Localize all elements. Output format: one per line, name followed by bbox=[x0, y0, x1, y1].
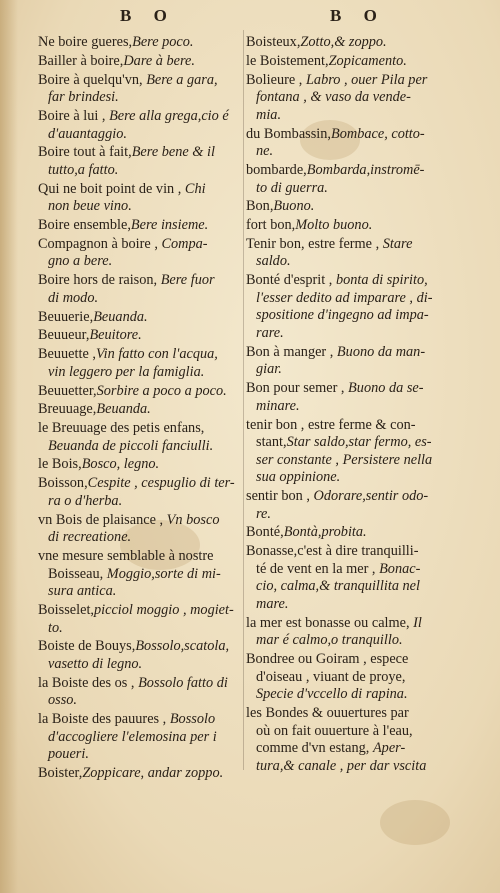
running-head-right: B O bbox=[330, 6, 386, 25]
italian-gloss: bonta di spirito, bbox=[332, 272, 428, 289]
entry-headline bbox=[246, 236, 456, 254]
italian-gloss: fontana , & vaso da vende- bbox=[256, 89, 411, 106]
french-term: Bon à manger , bbox=[246, 343, 334, 360]
entry-continuation bbox=[38, 566, 243, 584]
entry-continuation bbox=[38, 253, 243, 271]
dictionary-entry bbox=[38, 420, 243, 455]
italian-gloss: Bere insieme. bbox=[130, 217, 209, 234]
entry-headline bbox=[246, 543, 456, 561]
italian-gloss: di recreatione. bbox=[48, 529, 132, 546]
italian-gloss: Molto buono. bbox=[295, 217, 373, 234]
entry-headline bbox=[38, 675, 243, 693]
french-term: Bonté, bbox=[246, 524, 284, 541]
italian-gloss: re. bbox=[256, 505, 271, 522]
italian-gloss: Zoppicare, andar zoppo. bbox=[82, 765, 224, 782]
italian-gloss: l'esser dedito ad imparare , di- bbox=[256, 289, 433, 306]
italian-gloss: Labro , ouer Pila per bbox=[302, 71, 428, 88]
entry-headline bbox=[38, 217, 243, 235]
italian-gloss: Sorbire a poco a poco. bbox=[96, 382, 227, 399]
italian-gloss: vin leggero per la famiglia. bbox=[48, 363, 205, 380]
italian-gloss: Vin fatto con l'acqua, bbox=[95, 346, 218, 363]
entry-headline bbox=[38, 512, 243, 530]
french-term: stant, bbox=[256, 434, 287, 451]
entry-continuation bbox=[38, 126, 243, 144]
entry-continuation bbox=[38, 162, 243, 180]
italian-gloss: Zotto,& zoppo. bbox=[300, 34, 387, 50]
entry-continuation bbox=[246, 469, 456, 487]
french-term: Boiste de Bouys, bbox=[38, 638, 136, 655]
dictionary-entry bbox=[246, 53, 456, 71]
column-divider bbox=[243, 30, 244, 770]
french-term: Boisson, bbox=[38, 475, 88, 492]
french-term: Beuuetter, bbox=[38, 382, 97, 399]
entry-continuation bbox=[246, 723, 456, 741]
french-term: les Bondes & ouuertures par bbox=[246, 705, 409, 722]
french-term: vne mesure semblable à nostre bbox=[38, 548, 214, 564]
french-term: la mer est bonasse ou calme, bbox=[246, 614, 414, 631]
french-term: Bon, bbox=[246, 198, 274, 215]
dictionary-entry bbox=[38, 236, 243, 271]
italian-gloss: cio, calma,& tranquillita nel bbox=[256, 578, 421, 595]
french-term: du Bombassin, bbox=[246, 125, 331, 142]
dictionary-entry bbox=[246, 198, 456, 216]
dictionary-entry bbox=[38, 72, 243, 107]
entry-headline bbox=[38, 72, 243, 90]
entry-headline bbox=[246, 272, 456, 290]
entry-headline bbox=[246, 72, 456, 90]
french-term: Boister, bbox=[38, 765, 83, 782]
french-term: le Boistement, bbox=[246, 52, 329, 69]
french-term: Beuuette , bbox=[38, 346, 96, 363]
entry-continuation bbox=[246, 740, 456, 758]
french-term: Bolieure , bbox=[246, 71, 303, 88]
italian-gloss: minare. bbox=[256, 397, 300, 414]
french-term: Bondree ou Goiram , espece bbox=[246, 651, 409, 668]
italian-gloss: Compa- bbox=[157, 235, 208, 252]
italian-gloss: mia. bbox=[256, 106, 282, 123]
french-term: Beuuerie, bbox=[38, 308, 94, 325]
paper-stain bbox=[380, 800, 450, 845]
dictionary-entry bbox=[38, 181, 243, 216]
italian-gloss: ra o d'herba. bbox=[48, 492, 123, 509]
dictionary-entry bbox=[38, 309, 243, 327]
italian-gloss: Beuanda. bbox=[93, 308, 148, 325]
french-term: Boisselet, bbox=[38, 601, 94, 618]
french-term: Tenir bon, estre ferme , bbox=[246, 235, 380, 252]
entry-continuation bbox=[246, 758, 456, 776]
dictionary-entry bbox=[38, 53, 243, 71]
italian-gloss: tutto,a fatto. bbox=[48, 161, 119, 178]
dictionary-entry bbox=[38, 711, 243, 764]
italian-gloss: Dare à bere. bbox=[123, 52, 195, 69]
entry-continuation bbox=[38, 729, 243, 747]
entry-headline bbox=[38, 383, 243, 401]
entry-headline bbox=[38, 181, 243, 199]
french-term: d'oiseau , viuant de proye, bbox=[256, 668, 406, 685]
italian-gloss: mare. bbox=[256, 596, 289, 613]
french-term: le Breuuage des petis enfans, bbox=[38, 420, 205, 437]
italian-gloss: mar é calmo,o tranquillo. bbox=[256, 632, 403, 649]
dictionary-entry bbox=[246, 417, 456, 487]
entry-headline bbox=[38, 327, 243, 345]
entry-continuation bbox=[246, 596, 456, 614]
entry-headline bbox=[38, 108, 243, 126]
dictionary-entry bbox=[38, 346, 243, 381]
italian-gloss: Bosco, legno. bbox=[81, 456, 160, 473]
entry-headline bbox=[38, 272, 243, 290]
entry-headline bbox=[246, 380, 456, 398]
entry-headline bbox=[38, 420, 243, 438]
italian-gloss: giar. bbox=[256, 361, 282, 378]
dictionary-entry bbox=[38, 34, 243, 52]
dictionary-entry bbox=[246, 217, 456, 235]
entry-headline bbox=[38, 548, 243, 566]
french-term: Bon pour semer , bbox=[246, 380, 345, 397]
italian-gloss: spositione d'ingegno ad impa- bbox=[256, 307, 429, 324]
entry-headline bbox=[246, 53, 456, 71]
entry-headline bbox=[246, 217, 456, 235]
italian-gloss: ser constante , Persistere nella bbox=[256, 451, 433, 468]
dictionary-entry bbox=[38, 327, 243, 345]
italian-gloss: to di guerra. bbox=[256, 179, 328, 196]
french-term: Ne boire gueres, bbox=[38, 34, 133, 50]
italian-gloss: Vn bosco bbox=[163, 511, 220, 528]
italian-gloss: Moggio,sorte di mi- bbox=[106, 565, 221, 582]
dictionary-entry bbox=[38, 512, 243, 547]
entry-continuation bbox=[246, 143, 456, 161]
entry-continuation bbox=[38, 290, 243, 308]
italian-gloss: Bossolo,scatola, bbox=[135, 638, 230, 655]
italian-gloss: rare. bbox=[256, 325, 284, 341]
entry-continuation bbox=[38, 438, 243, 456]
italian-gloss: di modo. bbox=[48, 289, 99, 306]
dictionary-entry bbox=[38, 272, 243, 307]
dictionary-entry bbox=[246, 72, 456, 125]
entry-continuation bbox=[246, 561, 456, 579]
entry-continuation bbox=[246, 253, 456, 271]
french-term: Bonté d'esprit , bbox=[246, 272, 333, 289]
dictionary-entry bbox=[38, 638, 243, 673]
entry-headline bbox=[246, 524, 456, 542]
italian-gloss: Bossolo bbox=[166, 711, 216, 728]
entry-continuation bbox=[246, 578, 456, 596]
entry-continuation bbox=[38, 529, 243, 547]
entry-continuation bbox=[246, 434, 456, 452]
french-term: où on fait ouuerture à l'eau, bbox=[256, 722, 413, 739]
entry-headline bbox=[38, 309, 243, 327]
french-term: Compagnon à boire , bbox=[38, 235, 158, 252]
italian-gloss: picciol moggio , mogiet- bbox=[94, 601, 234, 618]
dictionary-entry bbox=[246, 705, 456, 775]
entry-continuation bbox=[246, 361, 456, 379]
french-term: comme d'vn estang, bbox=[256, 740, 373, 757]
right-column bbox=[246, 34, 456, 777]
dictionary-entry bbox=[38, 217, 243, 235]
dictionary-entry bbox=[38, 383, 243, 401]
french-term: Beuueur, bbox=[38, 327, 90, 344]
french-term: té de vent en la mer , bbox=[256, 560, 380, 577]
french-term: Boisseau, bbox=[48, 565, 107, 582]
italian-gloss: Stare bbox=[379, 235, 413, 252]
french-term: Boire ensemble, bbox=[38, 217, 131, 234]
italian-gloss: sua oppinione. bbox=[256, 469, 341, 486]
italian-gloss: Bossolo fatto di bbox=[134, 674, 228, 691]
italian-gloss: Beuitore. bbox=[89, 327, 142, 344]
italian-gloss: Cespite , cespuglio di ter- bbox=[87, 475, 235, 492]
italian-gloss: Bere bene & il bbox=[131, 144, 215, 161]
italian-gloss: Aper- bbox=[372, 740, 406, 757]
italian-gloss: osso. bbox=[48, 692, 77, 709]
french-term: Bonasse,c'est à dire tranquilli- bbox=[246, 543, 419, 560]
italian-gloss: non beue vino. bbox=[48, 198, 132, 215]
dictionary-entry bbox=[246, 488, 456, 523]
italian-gloss: d'auantaggio. bbox=[48, 125, 127, 142]
entry-headline bbox=[246, 488, 456, 506]
dictionary-entry bbox=[246, 34, 456, 52]
dictionary-entry bbox=[38, 548, 243, 601]
italian-gloss: Buono da se- bbox=[344, 380, 424, 397]
italian-gloss: Buono. bbox=[273, 198, 315, 215]
entry-headline bbox=[246, 34, 456, 52]
dictionary-entry bbox=[38, 456, 243, 474]
entry-continuation bbox=[38, 692, 243, 710]
dictionary-entry bbox=[38, 675, 243, 710]
dictionary-entry bbox=[246, 162, 456, 197]
entry-headline bbox=[38, 346, 243, 364]
italian-gloss: Bonac- bbox=[379, 560, 421, 577]
entry-continuation bbox=[38, 364, 243, 382]
french-term: la Boiste des os , bbox=[38, 674, 135, 691]
italian-gloss: Bombarda,instromē- bbox=[306, 161, 425, 178]
dictionary-entry bbox=[246, 380, 456, 415]
french-term: Boisteux, bbox=[246, 34, 301, 50]
entry-continuation bbox=[246, 89, 456, 107]
entry-headline bbox=[38, 456, 243, 474]
italian-gloss: ne. bbox=[256, 143, 274, 160]
entry-continuation bbox=[38, 89, 243, 107]
italian-gloss: Bontà,probita. bbox=[283, 524, 367, 541]
french-term: Breuuage, bbox=[38, 401, 97, 418]
italian-gloss: Il bbox=[413, 614, 422, 631]
italian-gloss: Odorare,sentir odo- bbox=[309, 488, 429, 505]
entry-headline bbox=[246, 198, 456, 216]
french-term: Boire tout à fait, bbox=[38, 144, 132, 161]
italian-gloss: sura antica. bbox=[48, 583, 117, 600]
french-term: tenir bon , estre ferme & con- bbox=[246, 416, 416, 433]
dictionary-entry bbox=[38, 401, 243, 419]
entry-continuation bbox=[246, 107, 456, 125]
dictionary-entry bbox=[38, 602, 243, 637]
entry-headline bbox=[246, 705, 456, 723]
dictionary-entry bbox=[38, 108, 243, 143]
entry-headline bbox=[38, 475, 243, 493]
entry-continuation bbox=[246, 290, 456, 308]
entry-headline bbox=[38, 602, 243, 620]
italian-gloss: Bombace, cotto- bbox=[331, 125, 425, 142]
entry-headline bbox=[38, 144, 243, 162]
dictionary-entry bbox=[246, 651, 456, 704]
italian-gloss: Bere fuor bbox=[157, 272, 215, 289]
entry-continuation bbox=[38, 656, 243, 674]
entry-headline bbox=[246, 344, 456, 362]
entry-headline bbox=[38, 711, 243, 729]
italian-gloss: saldo. bbox=[256, 253, 291, 270]
french-term: Boire hors de raison, bbox=[38, 272, 158, 289]
entry-headline bbox=[246, 162, 456, 180]
french-term: Qui ne boit point de vin , bbox=[38, 180, 182, 197]
entry-headline bbox=[246, 417, 456, 435]
dictionary-entry bbox=[246, 272, 456, 342]
entry-headline bbox=[246, 651, 456, 669]
entry-headline bbox=[38, 638, 243, 656]
italian-gloss: Zopicamento. bbox=[328, 52, 407, 69]
entry-headline bbox=[246, 126, 456, 144]
entry-continuation bbox=[246, 180, 456, 198]
italian-gloss: Beuanda. bbox=[96, 401, 151, 418]
entry-headline bbox=[38, 765, 243, 783]
entry-headline bbox=[38, 401, 243, 419]
dictionary-entry bbox=[246, 344, 456, 379]
entry-continuation bbox=[38, 583, 243, 601]
entry-headline bbox=[38, 236, 243, 254]
italian-gloss: poueri. bbox=[48, 746, 89, 763]
entry-continuation bbox=[246, 398, 456, 416]
entry-continuation bbox=[246, 307, 456, 325]
italian-gloss: tura,& canale , per dar vscita bbox=[256, 757, 427, 774]
entry-headline bbox=[246, 615, 456, 633]
italian-gloss: Bere poco. bbox=[132, 34, 194, 50]
entry-headline bbox=[38, 53, 243, 71]
entry-continuation bbox=[246, 686, 456, 704]
french-term: vn Bois de plaisance , bbox=[38, 511, 164, 528]
left-column bbox=[38, 34, 243, 784]
dictionary-entry bbox=[246, 236, 456, 271]
italian-gloss: Beuanda de piccoli fanciulli. bbox=[48, 437, 214, 454]
running-head-left: B O bbox=[120, 6, 176, 25]
french-term: sentir bon , bbox=[246, 488, 310, 505]
italian-gloss: Buono da man- bbox=[333, 343, 426, 360]
italian-gloss: Bere alla grega,cio é bbox=[105, 107, 229, 124]
french-term: le Bois, bbox=[38, 456, 82, 473]
french-term: Boire à lui , bbox=[38, 107, 106, 124]
italian-gloss: gno a bere. bbox=[48, 253, 113, 270]
entry-continuation bbox=[38, 493, 243, 511]
entry-continuation bbox=[246, 506, 456, 524]
french-term: bombarde, bbox=[246, 161, 307, 178]
italian-gloss: vasetto di legno. bbox=[48, 655, 143, 672]
dictionary-entry bbox=[246, 615, 456, 650]
french-term: fort bon, bbox=[246, 217, 296, 234]
italian-gloss: Star saldo,star fermo, es- bbox=[286, 434, 432, 451]
entry-continuation bbox=[246, 325, 456, 343]
italian-gloss: far brindesi. bbox=[48, 89, 119, 106]
dictionary-entry bbox=[38, 765, 243, 783]
dictionary-entry bbox=[246, 126, 456, 161]
entry-continuation bbox=[246, 452, 456, 470]
entry-continuation bbox=[246, 669, 456, 687]
dictionary-entry bbox=[246, 543, 456, 613]
italian-gloss: to. bbox=[48, 619, 63, 636]
italian-gloss: Specie d'vccello di rapina. bbox=[256, 686, 408, 703]
french-term: la Boiste des pauures , bbox=[38, 711, 167, 728]
entry-continuation bbox=[38, 198, 243, 216]
entry-continuation bbox=[38, 620, 243, 638]
dictionary-entry bbox=[38, 144, 243, 179]
entry-headline bbox=[38, 34, 243, 52]
italian-gloss: d'accogliere l'elemosina per i bbox=[48, 728, 217, 745]
dictionary-entry bbox=[246, 524, 456, 542]
french-term: Boire à quelqu'vn, bbox=[38, 71, 143, 88]
entry-continuation bbox=[246, 632, 456, 650]
italian-gloss: Chi bbox=[181, 180, 206, 197]
entry-continuation bbox=[38, 746, 243, 764]
dictionary-entry bbox=[38, 475, 243, 510]
french-term: Bailler à boire, bbox=[38, 52, 124, 69]
page-gutter-shadow bbox=[0, 0, 18, 893]
italian-gloss: Bere a gara, bbox=[142, 71, 218, 88]
